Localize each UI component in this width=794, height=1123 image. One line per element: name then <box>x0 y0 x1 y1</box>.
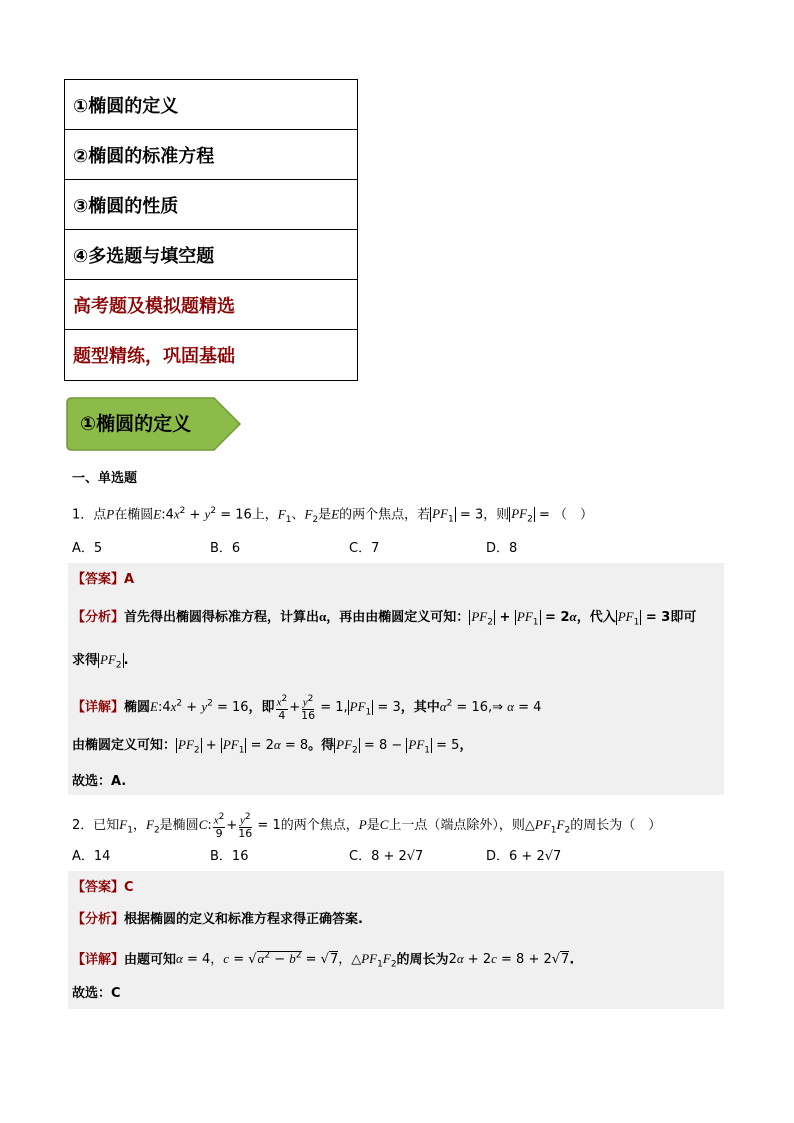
q1-option-b[interactable]: B．6 <box>210 541 241 556</box>
q1-analysis: 【分析】首先得出椭圆得标准方程，计算出α，再由由椭圆定义可知： $PF_2 + PF_1 = 2\alpha$，代入 $PF_1 = 3$即可 <box>72 609 697 628</box>
q1-detail-line2: 由椭圆定义可知： $PF_2 + PF_1 = 2\alpha = 8$。得 $PF_2 = 8 - PF_1 = 5$， <box>72 737 473 756</box>
section-banner-title: ①椭圆的定义 <box>80 413 192 435</box>
q2-option-a[interactable]: A．14 <box>72 849 111 864</box>
q2-analysis: 【分析】根据椭圆的定义和标准方程求得正确答案. <box>72 912 363 927</box>
toc-item-multi-choice[interactable] <box>65 230 357 280</box>
q1-option-a[interactable]: A．5 <box>72 541 103 556</box>
q2-detail: 【详解】由题可知α = 4，$c = √\alpha^2 - b^2 = √7$，$\triangle PF_1F_2$的周长为2α + 2c = 8 + 2√7. <box>72 951 575 970</box>
toc-label: ①椭圆的定义 <box>73 95 179 117</box>
question-1: 1．点P在椭圆$E:4x^2 + y^2 = 16$上，$F_1$、$F_2$是E的两个焦点，若 $PF_1 = 3$，则 $PF_2$ = （ ） <box>72 506 594 525</box>
toc-item-exam-questions[interactable] <box>65 280 357 330</box>
toc-label: ④多选题与填空题 <box>73 245 215 267</box>
q1-answer: 【答案】A <box>72 572 135 587</box>
q1-conclusion: 故选：A. <box>72 774 127 789</box>
q2-option-c[interactable]: C．8 + 2√7 <box>349 849 424 864</box>
q1-option-c[interactable]: C．7 <box>349 541 380 556</box>
toc-table <box>64 79 358 381</box>
q2-option-d[interactable]: D．6 + 2√7 <box>486 849 562 864</box>
q2-answer: 【答案】C <box>72 880 134 895</box>
q1-solution-block <box>68 563 724 795</box>
toc-item-definition[interactable] <box>65 80 357 130</box>
toc-item-properties[interactable] <box>65 180 357 230</box>
toc-label: ③椭圆的性质 <box>73 195 179 217</box>
q2-solution-block <box>68 871 724 1009</box>
q1-option-d[interactable]: D．8 <box>486 541 518 556</box>
toc-label: 高考题及模拟题精选 <box>73 295 235 317</box>
toc-label: 题型精练，巩固基础 <box>73 346 235 367</box>
question-2: 2．已知$F_1$，$F_2$是椭圆C: $\frac{x^2}{9}$ + $\frac{y^2}{16}$ = 1的两个焦点，P是C上一点（端点除外），则$\triangle PF_1F_2$的周长为（ ） <box>72 812 662 840</box>
q1-analysis-cont: 求得 $PF_2$ . <box>72 652 129 671</box>
q2-option-b[interactable]: B．16 <box>210 849 249 864</box>
q1-detail: 【详解】椭圆$E:4x^2 + y^2 = 16$，即 $\frac{x^2}{4}$ + $\frac{y^2}{16}$ = 1, $PF_1 = 3$，其中$\alpha^2$ = 16,⇒ α = 4 <box>72 694 542 722</box>
q2-conclusion: 故选：C <box>72 986 121 1001</box>
toc-label: ②椭圆的标准方程 <box>73 145 215 167</box>
toc-item-practice[interactable] <box>65 330 357 380</box>
section-heading: 一、单选题 <box>72 471 138 486</box>
toc-item-standard-equation[interactable] <box>65 130 357 180</box>
